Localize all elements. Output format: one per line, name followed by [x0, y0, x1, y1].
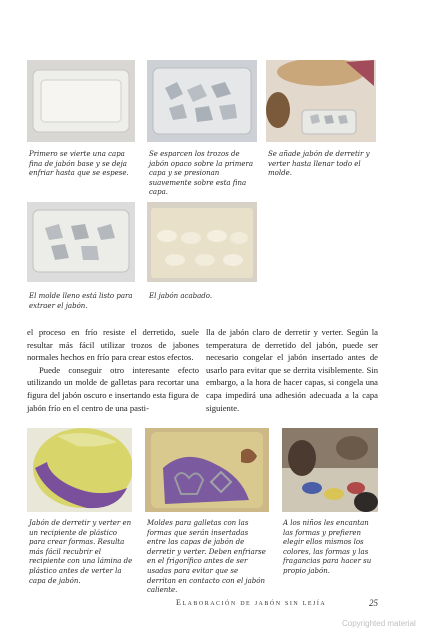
photo-finished-soap	[147, 202, 257, 282]
caption-photo6: Jabón de derretir y verter en un recipiente de plástico para crear formas. Resulta más fácil recubrir el recipiente con una lámina de plástico antes de verter la capa de jabón.	[29, 519, 133, 585]
photo-pouring-soap	[266, 60, 376, 142]
photo-filled-mold	[27, 202, 135, 282]
page-number: 25	[369, 598, 378, 608]
body-paragraph: Puede conseguir otro interesante efecto utilizando un molde de galletas para recortar una figura del jabón oscuro e insertando esta figura de jabón frío en el centro de una pasti-	[27, 364, 199, 413]
caption-step3: Se añade jabón de derretir y verter hasta llenar todo el molde.	[268, 150, 370, 178]
photo-children-making-soap	[282, 428, 378, 512]
photo-empty-mold	[27, 60, 135, 142]
photo-colored-soap-container	[27, 428, 132, 512]
running-title: Elaboración de jabón sin lejía	[176, 598, 327, 607]
body-paragraph: el proceso en frío resiste el derretido, suele resultar más fácil utilizar trozos de jabones normales hechos en frío para crear estos efectos.	[27, 327, 199, 363]
photo-cookie-cutters	[145, 428, 269, 512]
caption-step2: Se esparcen los trozos de jabón opaco sobre la primera capa y se presionan suavemente sobre esta fina capa.	[149, 150, 254, 197]
body-column-right	[206, 326, 378, 414]
body-column-left	[27, 326, 199, 414]
caption-photo7: Moldes para galletas con las formas que serán insertadas entre las capas de jabón de derretir y verter. Deben enfriarse en el frigorífico antes de ser usadas para evitar que se derritan en contacto con el jabón caliente.	[147, 519, 266, 595]
caption-step5: El jabón acabado.	[149, 292, 213, 300]
caption-step4: El molde lleno está listo para extraer el jabón.	[29, 292, 133, 310]
body-paragraph: lla de jabón claro de derretir y verter. Según la temperatura de derretido del jabón, puede ser necesario congelar el jabón insertado antes de usarlo para evitar que se derrita visiblemente. Sin embargo, a la hora de hacer capas, si congela una capa impedirá una adhesión adecuada a la capa siguiente.	[206, 327, 378, 413]
caption-step1: Primero se vierte una capa fina de jabón base y se deja enfriar hasta que se espese.	[29, 150, 129, 178]
caption-photo8: A los niños les encantan las formas y prefieren elegir ellos mismos los colores, las formas y las fragancias para hacer su propio jabón.	[283, 519, 372, 575]
photo-soap-chunks-in-mold	[147, 60, 257, 142]
copyright-watermark: Copyrighted material	[342, 619, 416, 628]
